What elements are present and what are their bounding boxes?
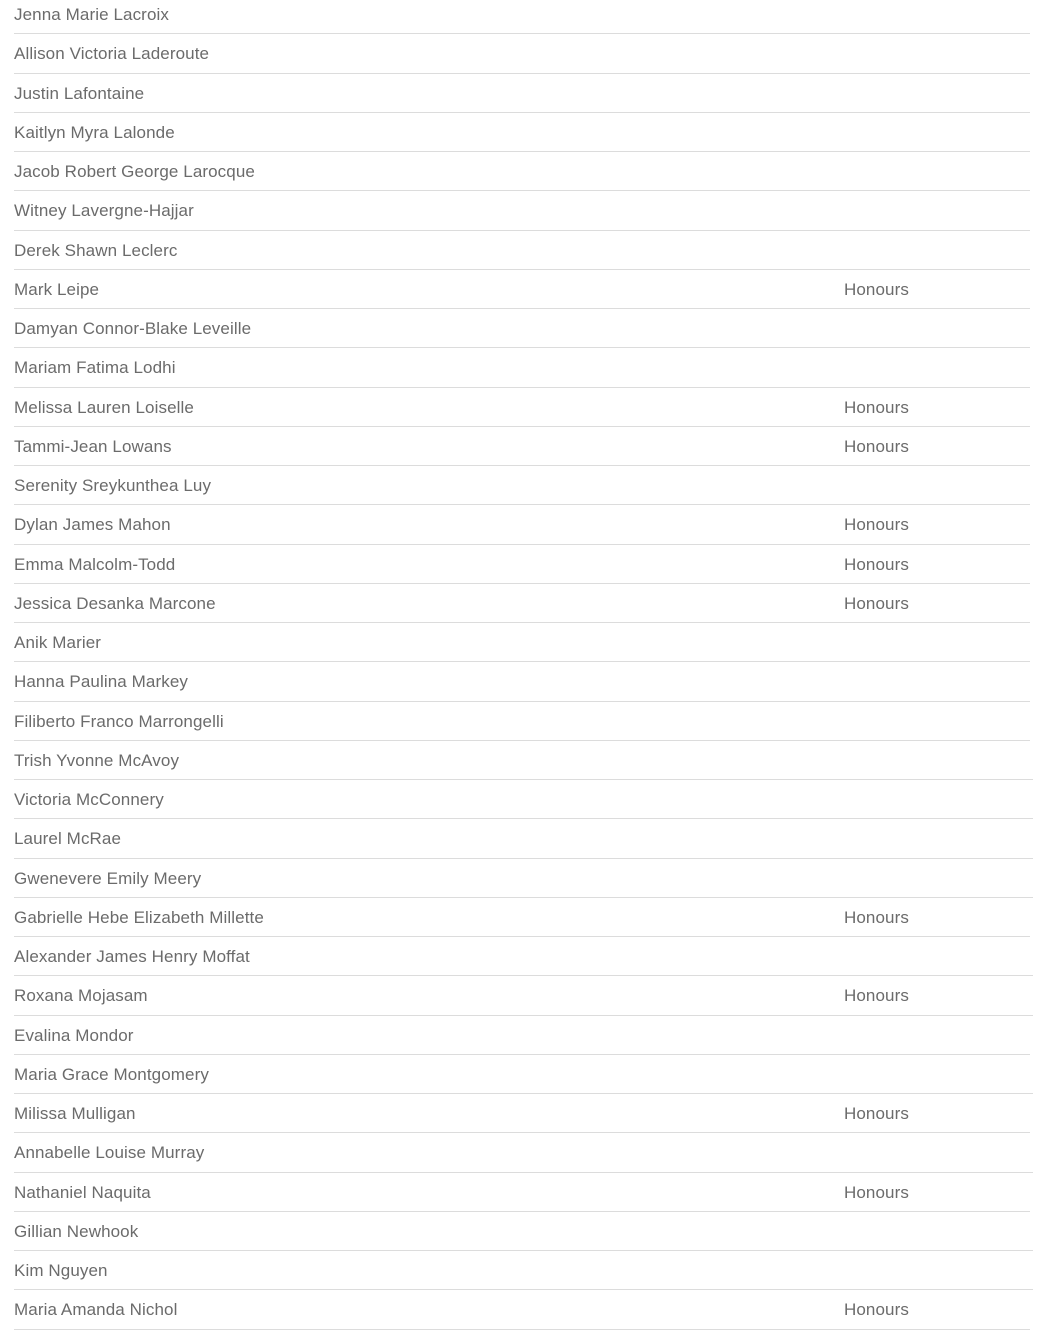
graduate-name: Derek Shawn Leclerc (14, 240, 178, 260)
graduate-name: Gillian Newhook (14, 1221, 139, 1241)
table-row (14, 741, 1033, 780)
graduate-name: Jacob Robert George Larocque (14, 162, 255, 181)
table-row (14, 34, 1030, 73)
graduate-name: Laurel McRae (14, 829, 122, 849)
table-row (14, 780, 1033, 819)
honours-label: Honours (844, 1182, 909, 1202)
table-row (14, 1173, 1030, 1212)
graduate-name: Alexander James Henry Moffat (14, 947, 250, 966)
graduate-name: Maria Grace Montgomery (14, 1064, 209, 1084)
table-row (14, 702, 1030, 741)
graduate-name: Maria Amanda Nichol (14, 1300, 178, 1320)
graduate-name: Gabrielle Hebe Elizabeth Millette (14, 907, 264, 927)
table-row (14, 466, 1030, 505)
table-row (14, 0, 1030, 34)
honours-label: Honours (844, 279, 909, 299)
graduate-name: Evalina Mondor (14, 1025, 134, 1045)
honours-label: Honours (844, 397, 909, 417)
graduate-name: Melissa Lauren Loiselle (14, 397, 194, 417)
honours-label: Honours (844, 1300, 909, 1320)
table-row (14, 309, 1030, 348)
honours-label: Honours (844, 986, 909, 1006)
table-row (14, 152, 1030, 191)
graduate-name: Kaitlyn Myra Lalonde (14, 122, 175, 142)
graduate-name: Filiberto Franco Marrongelli (14, 711, 224, 731)
table-row (14, 819, 1033, 858)
graduate-name: Victoria McConnery (14, 790, 164, 809)
table-row (14, 427, 1030, 466)
graduate-name: Gwenevere Emily Meery (14, 868, 202, 888)
table-row (14, 1290, 1030, 1329)
table-row (14, 976, 1033, 1015)
graduate-name: Tammi-Jean Lowans (14, 436, 172, 456)
graduate-name: Mark Leipe (14, 279, 100, 299)
graduate-name: Milissa Mulligan (14, 1104, 136, 1123)
table-row (14, 388, 1030, 427)
table-row (14, 1055, 1033, 1094)
graduate-name: Justin Lafontaine (14, 83, 145, 103)
graduate-name: Roxana Mojasam (14, 986, 148, 1006)
table-row (14, 623, 1030, 662)
graduate-list (14, 0, 1030, 1330)
table-row (14, 74, 1030, 113)
graduate-name: Mariam Fatima Lodhi (14, 358, 176, 378)
honours-label: Honours (844, 1104, 909, 1123)
graduate-name: Damyan Connor-Blake Leveille (14, 319, 252, 338)
table-row (14, 191, 1030, 230)
honours-label: Honours (844, 436, 909, 456)
graduate-name: Kim Nguyen (14, 1261, 108, 1280)
table-row (14, 1251, 1033, 1290)
graduate-name: Jenna Marie Lacroix (14, 5, 169, 24)
graduate-name: Witney Lavergne-Hajjar (14, 201, 194, 221)
table-row (14, 937, 1033, 976)
graduate-name: Jessica Desanka Marcone (14, 593, 216, 613)
honours-label: Honours (844, 515, 909, 535)
graduate-name: Hanna Paulina Markey (14, 672, 188, 692)
table-row (14, 270, 1030, 309)
graduate-name: Allison Victoria Laderoute (14, 44, 210, 64)
table-row (14, 1016, 1030, 1055)
graduate-name: Serenity Sreykunthea Luy (14, 476, 212, 495)
honours-label: Honours (844, 593, 909, 613)
table-row (14, 662, 1030, 701)
graduate-name: Annabelle Louise Murray (14, 1143, 205, 1163)
graduate-name: Nathaniel Naquita (14, 1182, 151, 1202)
graduate-name: Trish Yvonne McAvoy (14, 750, 180, 770)
table-row (14, 1212, 1033, 1251)
table-row (14, 231, 1030, 270)
table-row (14, 113, 1030, 152)
table-row (14, 505, 1030, 544)
table-row (14, 1094, 1030, 1133)
table-row (14, 859, 1033, 898)
table-row (14, 584, 1030, 623)
graduate-name: Emma Malcolm-Todd (14, 554, 176, 574)
graduate-name: Anik Marier (14, 633, 102, 652)
honours-label: Honours (844, 554, 909, 574)
honours-label: Honours (844, 907, 909, 927)
table-row (14, 1133, 1033, 1172)
graduate-name: Dylan James Mahon (14, 515, 171, 535)
table-row (14, 545, 1030, 584)
table-row (14, 898, 1030, 937)
table-row (14, 348, 1030, 387)
